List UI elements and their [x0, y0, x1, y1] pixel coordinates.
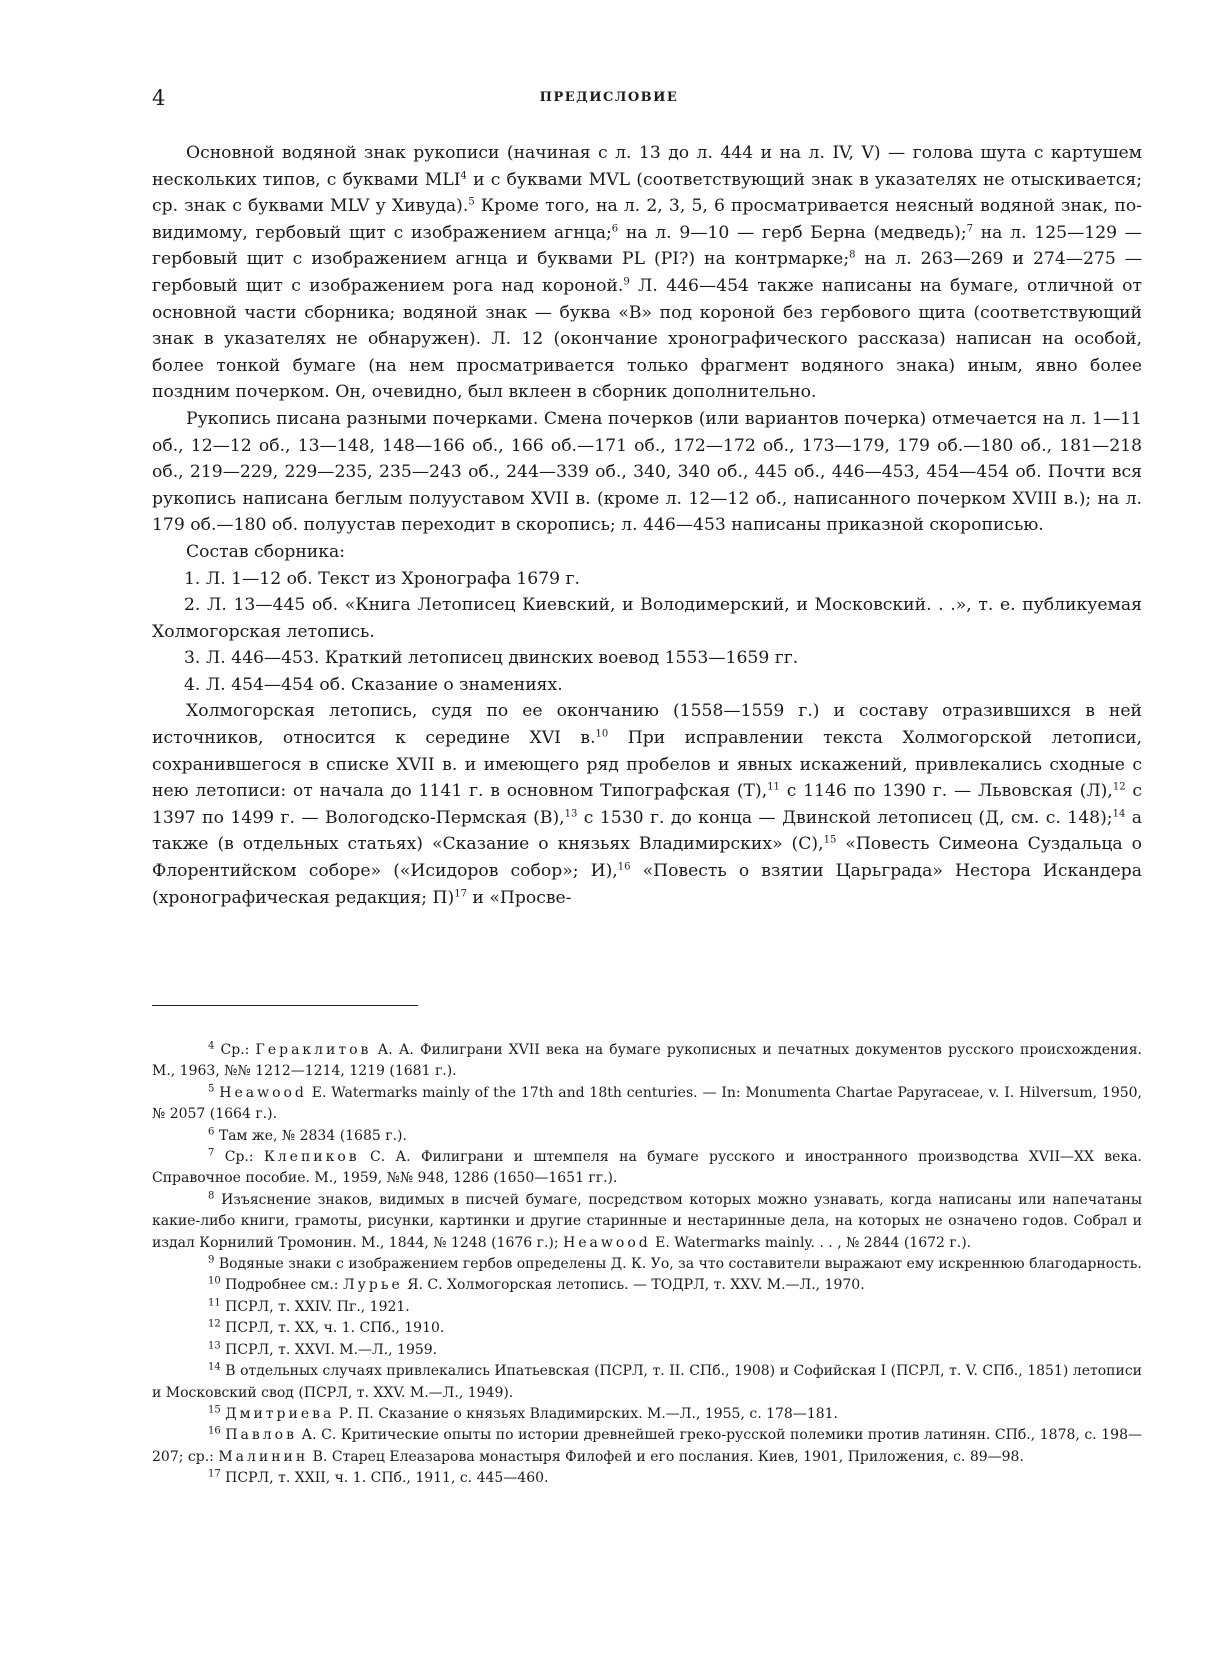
footnote-ref[interactable]: 7 [966, 223, 973, 235]
footnote-ref[interactable]: 16 [617, 861, 631, 873]
author-name: Heawood [219, 1084, 307, 1101]
footnote-ref[interactable]: 8 [849, 249, 856, 261]
footnote-ref[interactable]: 5 [468, 196, 475, 208]
author-name: Лурье [342, 1277, 403, 1294]
footnote-10: $^{10}$ Подробнее см.: Лурье Я. С. Холмогорская летопись. — ТОДРЛ, т. XXV. М.—Л., 1970. [208, 1275, 865, 1294]
footnote-ref[interactable]: 6 [611, 223, 619, 235]
footnote-ref[interactable]: 10 [595, 728, 609, 740]
running-header: ПРЕДИСЛОВИЕ [539, 90, 679, 105]
footnote-12: $^{12}$ ПСРЛ, т. XX, ч. 1. СПб., 1910. [208, 1318, 445, 1337]
list-item: 2. Л. 13—445 об. «Книга Летописец Киевский, и Володимерский, и Московский. . .», т. е. публикуемая Холмогорская летопись. [152, 595, 1142, 642]
footnote-11: $^{11}$ ПСРЛ, т. XXIV. Пг., 1921. [208, 1297, 410, 1315]
paragraph-watermarks: Основной водяной знак рукописи (начиная с л. 13 до л. 444 и на л. IV, V) — голова шута с картушем нескольких типов, с буквами MLI$^4$ и с буквами MVL (соответствующий знак в указателях не отыскивается; ср. знак с буквами MLV у Хивуда).$^5$ Кроме того, на л. 2, 3, 5, 6 просматривается неясный водяной знак, по-видимому, гербовый щит с изображением агнца;$^6$ на л. 9—10 — герб Берна (медведь);$^7$ на л. 125—129 — гербовый щит с изображением агнца и буквами PL (PI?) на контрмарке;$^8$ на л. 263—269 и 274—275 — гербовый щит с изображением рога над короной.$^9$ Л. 446—454 также написаны на бумаге, отличной от основной части сборника; водяной знак — буква «В» под короной без гербового щита (соответствующий знак в указателях не обнаружен). Л. 12 (окончание хронографического рассказа) написан на особой, более тонкой бумаге (на нем просматривается только фрагмент водяного знака) иным, явно более поздним почерком. Он, очевидно, был вклеен в сборник дополнительно. [152, 143, 1143, 403]
footnote-15: $^{15}$ Дмитриева Р. П. Сказание о князьях Владимирских. М.—Л., 1955, с. 178—181. [208, 1404, 839, 1422]
footnote-14: $^{14}$ В отдельных случаях привлекались Ипатьевская (ПСРЛ, т. II. СПб., 1908) и Софийская I (ПСРЛ, т. V. СПб., 1851) летописи и Московский свод (ПСРЛ, т. XXV. М.—Л., 1949). [152, 1361, 1142, 1401]
author-name: Гераклитов [255, 1042, 372, 1058]
paragraph-composition-heading: Состав сборника: [186, 541, 346, 562]
footnote-4: $^4$ Ср.: Гераклитов А. А. Филиграни XVII века на бумаге рукописных и печатных документов русского происхождения. М., 1963, №№ 1212—1214, 1219 (1681 г.). [152, 1040, 1142, 1080]
footnotes [152, 1040, 1142, 1490]
author-name: Дмитриева [225, 1405, 335, 1422]
author-name: Павлов [225, 1427, 297, 1444]
author-name: Клепиков [263, 1149, 360, 1166]
page-number: 4 [152, 86, 166, 110]
author-name: Heawood [563, 1234, 651, 1251]
footnote-ref[interactable]: 11 [767, 781, 780, 793]
list-item: 1. Л. 1—12 об. Текст из Хронографа 1679 г. [184, 568, 580, 589]
footnote-6: $^6$ Там же, № 2834 (1685 г.). [208, 1125, 407, 1144]
list-item: 4. Л. 454—454 об. Сказание о знамениях. [184, 674, 563, 695]
footnote-16: $^{16}$ Павлов А. С. Критические опыты по истории древнейшей греко-русской полемики против латинян. СПб., 1878, с. 198—207; ср.: Малинин В. Старец Елеазарова монастыря Филофей и его послания. Киев, 1901, Приложения, с. 89—98. [152, 1425, 1143, 1465]
list-item: 3. Л. 446—453. Краткий летописец двинских воевод 1553—1659 гг. [184, 648, 799, 669]
footnote-ref[interactable]: 13 [564, 808, 578, 820]
paragraph-sources: Холмогорская летопись, судя по ее окончанию (1558—1559 г.) и составу отразившихся в ней источников, относится к середине XVI в.$^{10}$ При исправлении текста Холмогорской летописи, сохранившегося в списке XVII в. и имеющего ряд пробелов и явных искажений, привлекались сходные с нею летописи: от начала до 1141 г. в основном Типографская (Т),$^{11}$ с 1146 по 1390 г. — Львовская (Л),$^{12}$ с 1397 по 1499 г. — Вологодско-Пермская (В),$^{13}$ с 1530 г. до конца — Двинской летописец (Д, см. с. 148);$^{14}$ а также (в отдельных статьях) «Сказание о князьях Владимирских» (С),$^{15}$ «Повесть Симеона Суздальца о Флорентийском соборе» («Исидоров собор»; И),$^{16}$ «Повесть о взятии Царьграда» Нестора Искандера (хронографическая редакция; П)$^{17}$ и «Просве- [152, 701, 1142, 908]
footnote-7: $^7$ Ср.: Клепиков С. А. Филиграни и штемпеля на бумаге русского и иностранного производства XVII—XX века. Справочное пособие. М., 1959, №№ 948, 1286 (1650—1651 гг.). [152, 1147, 1142, 1187]
paragraph-handwriting: Рукопись писана разными почерками. Смена почерков (или вариантов почерка) отмечается на л. 1—11 об., 12—12 об., 13—148, 148—166 об., 166 об.—171 об., 172—172 об., 173—179, 179 об.—180 об., 181—218 об., 219—229, 229—235, 235—243 об., 244—339 об., 340, 340 об., 445 об., 446—453, 454—454 об. Почти вся рукопись написана беглым полууставом XVII в. (кроме л. 12—12 об., написанного почерком XVIII в.); на л. 179 об.—180 об. полуустав переходит в скоропись; л. 446—453 написаны приказной скорописью. [152, 408, 1142, 536]
footnote-9: $^9$ Водяные знаки с изображением гербов определены Д. К. Уо, за что составители выражают ему искреннюю благодарность. [208, 1254, 1142, 1273]
author-name: Малинин [218, 1448, 309, 1465]
footnote-5: $^5$ Heawood E. Watermarks mainly of the 17th and 18th centuries. — In: Monumenta Chartae Papyraceae, v. I. Hilversum, 1950, № 2057 (1664 г.). [152, 1083, 1142, 1123]
main-text [152, 140, 1142, 911]
footnote-13: $^{13}$ ПСРЛ, т. XXVI. М.—Л., 1959. [208, 1340, 438, 1358]
footnote-separator [152, 1005, 418, 1006]
footnote-ref[interactable]: 4 [460, 169, 467, 181]
footnote-ref[interactable]: 17 [454, 887, 467, 899]
footnote-17: $^{17}$ ПСРЛ, т. XXII, ч. 1. СПб., 1911, с. 445—460. [208, 1468, 549, 1487]
footnote-8: $^8$ Изъяснение знаков, видимых в писчей бумаге, посредством которых можно узнавать, когда написаны или напечатаны какие-либо книги, грамоты, рисунки, картинки и другие старинные и нестаринные дела, на которых не означено годов. Собрал и издал Корнилий Тромонин. М., 1844, № 1248 (1676 г.); Heawood E. Watermarks mainly. . . , № 2844 (1672 г.). [152, 1190, 1142, 1251]
footnote-ref[interactable]: 12 [1112, 781, 1126, 793]
footnote-ref[interactable]: 15 [823, 834, 837, 846]
footnote-ref[interactable]: 9 [623, 276, 630, 288]
footnote-ref[interactable]: 14 [1112, 808, 1126, 820]
